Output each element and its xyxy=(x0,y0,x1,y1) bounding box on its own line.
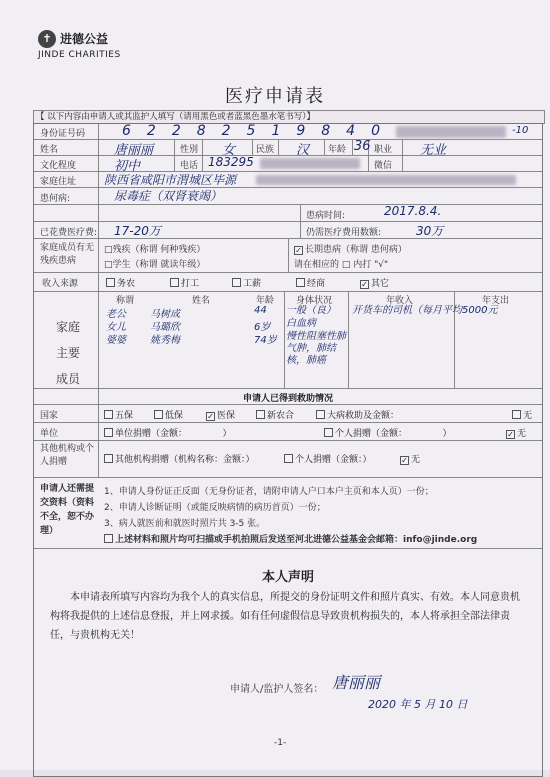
checked-box-icon: ✓ xyxy=(295,246,302,255)
page-number: -1- xyxy=(274,738,287,748)
col-expense: 年支出 xyxy=(482,296,510,306)
logo-mark-icon: ✝ xyxy=(38,30,56,48)
family-row-1-age: 6岁 xyxy=(254,322,271,333)
illness-label: 患何病: xyxy=(40,194,71,204)
long-term-illness-text: 长期患病（称谓 患何病） xyxy=(305,245,407,255)
income-source-label: 收入来源 xyxy=(42,279,79,289)
disability-option-2[interactable]: □学生（称谓 就读年级） xyxy=(104,260,206,270)
aid-unit-label: 单位 xyxy=(40,429,59,439)
ethnicity-value: 汉 xyxy=(296,143,310,158)
col-income: 年收入 xyxy=(386,296,414,306)
address-label: 家庭住址 xyxy=(40,177,77,187)
income-option-2[interactable]: 工薪 xyxy=(232,276,261,289)
aid-personal-option[interactable]: 个人捐赠（金额： ） xyxy=(324,426,452,439)
family-row-1-name: 马璐欣 xyxy=(150,322,180,333)
form-title: 医疗申请表 xyxy=(225,86,325,107)
disability-label: 家庭成员有无残疾患病 xyxy=(40,243,95,266)
wechat-label: 微信 xyxy=(374,161,393,171)
aid-header: 申请人已得到救助情况 xyxy=(242,394,333,404)
doc-item-3: 3、病人就医前和就医时照片共 3-5 张。 xyxy=(104,519,266,529)
onset-time-label: 患病时间: xyxy=(306,211,346,221)
family-row-0-title: 老公 xyxy=(106,309,126,320)
col-name: 姓名 xyxy=(192,296,211,306)
onset-time-value: 2017.8.4. xyxy=(384,204,442,218)
long-term-note: 请在相应的 □ 内打 "√" xyxy=(294,260,389,270)
org-name-cn: 进德公益 xyxy=(60,32,109,46)
needed-cost-value: 30万 xyxy=(416,224,444,238)
aid-other-label: 其他机构或个人捐赠 xyxy=(40,444,95,467)
org-name-en: JINDE CHARITIES xyxy=(38,50,121,60)
aid-unit-none-option[interactable]: ✓ 无 xyxy=(507,429,527,439)
application-form xyxy=(33,123,543,777)
id-redaction xyxy=(396,126,506,138)
name-value: 唐丽丽 xyxy=(114,143,154,158)
signature-label: 申请人/监护人签名： xyxy=(230,684,324,695)
doc-item-2: 2、申请人诊断证明（或能反映病情的病历首页）一份； xyxy=(104,503,326,513)
signature-value: 唐丽丽 xyxy=(332,673,381,692)
aid-state-option-2[interactable]: ✓ 医保 xyxy=(207,411,236,421)
long-term-illness-option[interactable] xyxy=(294,242,407,255)
income-option-1[interactable]: 打工 xyxy=(170,276,199,289)
family-row-0-age: 44 xyxy=(254,305,267,316)
income-option-0[interactable]: 务农 xyxy=(106,276,135,289)
spent-cost-label: 已花费医疗费: xyxy=(40,228,98,238)
family-row-2-name: 姚秀梅 xyxy=(150,335,180,346)
ethnicity-label: 民族 xyxy=(256,145,275,155)
phone-value: 183295 xyxy=(208,155,254,169)
family-row-2-age: 74岁 xyxy=(254,335,277,346)
statement-text: 本申请表所填写内容均为我个人的真实信息，所提交的身份证明文件和照片真实、有效。本人同意贵机构将我提供的上述信息登报，并上网求援。如有任何虚假信息导致贵机构损失的，本人将承担全部法律责任，与贵机构无关！ xyxy=(50,592,520,641)
income-option-3[interactable]: 经商 xyxy=(296,276,325,289)
doc-email-note: 上述材料和照片均可扫描或手机拍照后发送至河北进德公益基金会邮箱：info@jinde.org xyxy=(104,532,477,545)
aid-other-none-option[interactable]: ✓ 无 xyxy=(401,455,421,465)
age-label: 年龄 xyxy=(328,145,347,155)
spent-cost-value: 17-20万 xyxy=(114,224,161,238)
education-label: 文化程度 xyxy=(40,161,77,171)
family-row-1-title: 女儿 xyxy=(106,322,126,333)
family-label: 家庭主要成员 xyxy=(56,320,81,386)
aid-state-option-3[interactable]: 新农合 xyxy=(256,408,294,421)
aid-state-option-1[interactable]: 低保 xyxy=(154,408,183,421)
date-value: 2020 年 5 月 10 日 xyxy=(368,698,468,711)
col-age: 年龄 xyxy=(256,296,275,306)
instruction-bar: 【 以下内容由申请人或其监护人填写（请用黑色或者蓝黑色墨水笔书写）】 xyxy=(33,110,545,124)
doc-item-1: 1、申请人身份证正反面（无身份证者，请附申请人户口本户主页和本人页）一份； xyxy=(104,487,434,497)
col-health: 身体状况 xyxy=(296,296,333,306)
aid-unit-option[interactable]: 单位捐赠（金额： ） xyxy=(104,426,232,439)
family-row-2-health: 慢性阻塞性肺气肿，肺结核，肺癌 xyxy=(286,331,346,366)
address-redaction xyxy=(256,175,516,185)
id-number-value: 62282519840 xyxy=(122,123,396,139)
gender-label: 性别 xyxy=(180,145,199,155)
income-option-4[interactable]: ✓ 其它 xyxy=(361,279,390,289)
family-row-0-health: 一般（良） xyxy=(286,305,336,316)
phone-redaction xyxy=(260,158,360,169)
family-row-1-health: 白血病 xyxy=(286,318,316,329)
aid-other-org-option[interactable]: 其他机构捐赠（机构名称：金额：） xyxy=(104,452,255,465)
aid-state-label: 国家 xyxy=(40,411,59,421)
statement-title: 本人声明 xyxy=(261,570,314,585)
needed-cost-label: 仍需医疗费用数额: xyxy=(306,228,382,238)
col-title: 称谓 xyxy=(116,296,135,306)
id-number-tail: -10 xyxy=(512,125,529,136)
gender-value: 女 xyxy=(222,143,236,158)
education-value: 初中 xyxy=(114,159,141,174)
occupation-value: 无业 xyxy=(420,143,447,158)
aid-state-option-0[interactable]: 五保 xyxy=(104,408,133,421)
id-number-label: 身份证号码 xyxy=(40,129,86,139)
disability-option-1[interactable]: □残疾（称谓 何种残疾） xyxy=(104,245,206,255)
illness-value: 尿毒症（双肾衰竭） xyxy=(114,189,223,203)
family-row-2-title: 婆婆 xyxy=(106,335,126,346)
family-row-0-income: 开货车的司机（每月平均5000元 xyxy=(352,305,498,316)
aid-other-personal-option[interactable]: 个人捐赠（金额：） xyxy=(284,452,372,465)
occupation-label: 职业 xyxy=(374,145,393,155)
name-label: 姓名 xyxy=(40,145,59,155)
aid-state-option-5[interactable]: 无 xyxy=(512,408,532,421)
aid-state-option-4[interactable]: 大病救助及金额： xyxy=(316,408,399,421)
age-value: 36 xyxy=(354,139,371,154)
address-value: 陕西省咸阳市渭城区毕源 xyxy=(104,173,237,187)
family-row-0-name: 马树成 xyxy=(150,309,180,320)
docs-label: 申请人还需提交资料（资料不全，恕不办理） xyxy=(40,484,95,536)
phone-label: 电话 xyxy=(180,161,199,171)
